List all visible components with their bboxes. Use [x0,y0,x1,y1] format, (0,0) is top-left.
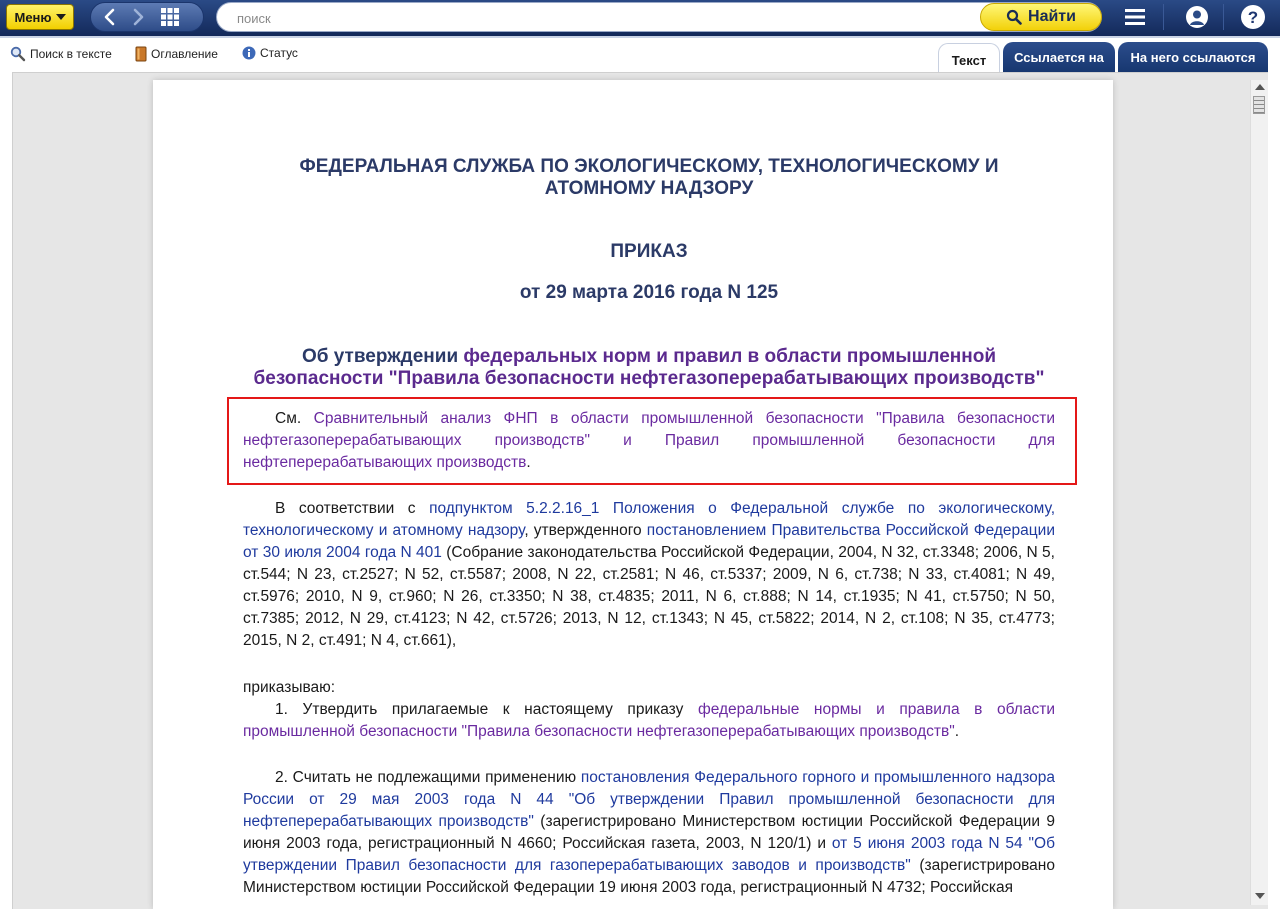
safety-rules-link[interactable]: федеральные нормы и правила в области промышленной безопасности "Правила безопасности нефтегазоперерабатывающих производств" [243,701,1055,740]
agency-heading: ФЕДЕРАЛЬНАЯ СЛУЖБА ПО ЭКОЛОГИЧЕСКОМУ, ТЕХНОЛОГИЧЕСКОМУ И АТОМНОМУ НАДЗОРУ [299,156,999,199]
search-in-text-label: Поиск в тексте [30,47,112,61]
divider [1163,4,1164,30]
search-box [216,2,1102,32]
divider [1223,4,1224,30]
gosgortekhnadzor-decree-44-link[interactable]: постановления Федерального горного и промышленного надзора России от 29 мая 2003 года N 44 "Об утверждении Правил промышленной безопасности для нефтеперерабатывающих производств" [243,769,1055,830]
help-icon [1240,4,1266,30]
scroll-up-arrow-icon[interactable] [1255,84,1265,90]
search-input[interactable] [235,8,979,28]
item-1-suffix: . [954,723,960,740]
doc-type-heading: ПРИКАЗ [610,241,688,262]
title-link[interactable]: федеральных норм и правил в области промышленной безопасности "Правила безопасности нефтегазоперерабатывающих производств" [253,346,1045,389]
note-prefix: См. [275,410,314,427]
info-icon [242,46,256,60]
date-number-heading: от 29 марта 2016 года N 125 [519,282,779,303]
hamburger-icon [1124,8,1146,26]
caret-down-icon [56,14,66,20]
chevron-left-icon [103,8,117,26]
book-icon [135,46,147,62]
order-word: приказываю: [243,679,336,696]
basis-text-1: В соответствии с [275,500,430,517]
toc-button[interactable] [135,46,218,62]
menu-button[interactable] [6,4,74,30]
toc-label: Оглавление [151,47,218,61]
status-button[interactable] [242,46,298,60]
magnifier-icon [10,46,26,62]
menu-label: Меню [14,9,52,25]
government-decree-link[interactable]: постановлением Правительства Российской Федерации от 30 июля 2004 года N 401 [243,522,1055,561]
document-title [243,346,1055,390]
tab-referenced-by[interactable]: На него ссылаются [1118,42,1268,72]
top-bar [0,0,1280,36]
document-page [153,80,1113,909]
gosgortekhnadzor-decree-54-link[interactable]: от 5 июня 2003 года N 54 "Об утверждении Правил безопасности для газоперерабатывающих заводов и производств" [243,835,1055,874]
hamburger-button[interactable] [1117,2,1153,32]
vertical-scrollbar[interactable] [1250,80,1268,905]
apps-button[interactable] [155,3,185,31]
scroll-thumb[interactable] [1253,96,1265,114]
status-label: Статус [260,46,298,60]
title-prefix: Об утверждении [301,346,464,367]
user-button[interactable] [1179,2,1215,32]
chevron-right-icon [131,8,145,26]
item-2-text-1: 2. Считать не подлежащими применению [275,769,581,786]
basis-paragraph [243,498,1055,652]
scroll-down-arrow-icon[interactable] [1255,893,1265,899]
search-icon [1006,9,1022,25]
comparison-analysis-link[interactable]: Сравнительный анализ ФНП в области промышленной безопасности "Правила безопасности нефтегазоперерабатывающих производств" и Правил промышленной безопасности для нефтеперерабатывающих производств [243,410,1055,471]
back-button[interactable] [97,3,123,31]
forward-button[interactable] [125,3,151,31]
item-2-text-2: (зарегистрировано Министерством юстиции Российской Федерации 9 июня 2003 года, регистрационный N 4660; Российская газета, 2003, N 120/1) и [243,813,1055,852]
basis-text-2: , утвержденного [524,522,647,539]
note-suffix: . [526,454,531,471]
find-label: Найти [1028,8,1076,25]
user-icon [1185,5,1209,29]
svg-text:?: ? [1247,8,1259,27]
item-2-text-3: (зарегистрировано Министерством юстиции Российской Федерации 19 июня 2003 года, регистрационный N 4732; Российская [243,857,1055,896]
tab-text[interactable]: Текст [938,43,1000,76]
navigation-group [90,2,204,32]
help-button[interactable] [1235,2,1271,32]
tab-references[interactable]: Ссылается на [1003,42,1115,72]
document-toolbar [0,38,1280,72]
regulation-subclause-link[interactable]: подпунктом 5.2.2.16_1 Положения о Федеральной службе по экологическому, технологическому и атомному надзору [243,500,1056,539]
item-2-paragraph [243,767,1055,899]
comparison-note [243,408,1055,474]
grid-icon [160,7,180,27]
basis-text-3: (Собрание законодательства Российской Федерации, 2004, N 32, ст.3348; 2006, N 5, ст.544; N 23, ст.2527; N 52, ст.5587; 2008, N 22, ст.2581; N 46, ст.5337; 2009, N 6, ст.738; N 33, ст.4081; N 49, ст.5976; 2010, N 9, ст.960; N 26, ст.3350; N 38, ст.4835; 2011, N 6, ст.888; N 14, ст.1935; N 41, ст.5750; N 50, ст.7385; 2012, N 29, ст.4123; N 42, ст.5726; 2013, N 12, ст.1343; N 45, ст.5822; 2014, N 2, ст.108; N 35, ст.4773; 2015, N 2, ст.491; N 4, ст.661), [243,544,1055,649]
item-1-text: 1. Утвердить прилагаемые к настоящему приказу [275,701,698,718]
item-1-paragraph [243,699,1055,743]
find-button[interactable] [980,3,1102,31]
search-in-text-button[interactable] [10,46,112,62]
